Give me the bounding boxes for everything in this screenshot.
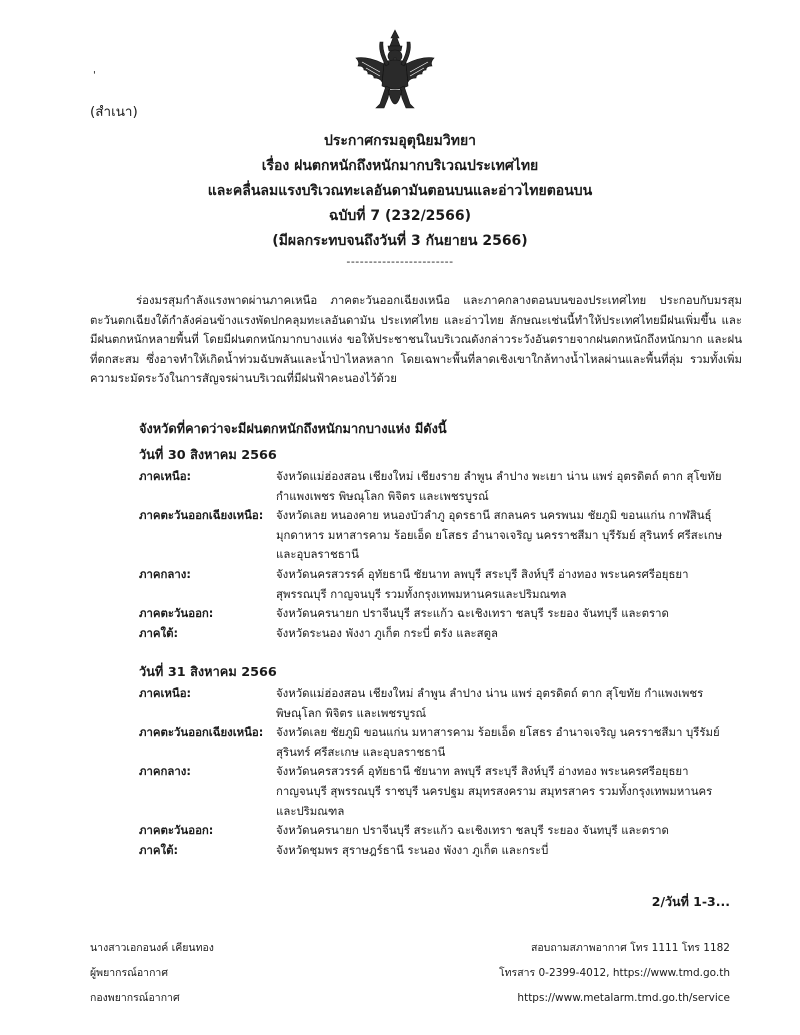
region-label: ภาคตะวันออก: <box>139 823 214 838</box>
province-line: จังหวัดนครนายก ปราจีนบุรี สระแก้ว ฉะเชิงเทรา ชลบุรี ระยอง จันทบุรี และตราด <box>276 823 669 838</box>
province-line: จังหวัดนครสวรรค์ อุทัยธานี ชัยนาท ลพบุรี สระบุรี สิงห์บุรี อ่างทอง พระนครศรีอยุธยา <box>276 764 689 779</box>
region-label: ภาคกลาง: <box>139 764 191 779</box>
intro-line: และฝนที่ตกสะสม ซึ่งอาจทำให้เกิดน้ำท่วมฉับพลันและน้ำป่าไหลหลาก โดยเฉพาะพื้นที่ลาดเชิงเขาใกล้ทางน้ำไหลผ่านและพื้นที่ลุ่ม <box>90 332 743 366</box>
region-label: ภาคเหนือ: <box>139 686 192 700</box>
region-provinces <box>276 467 739 506</box>
region-provinces <box>276 565 739 604</box>
province-line: จังหวัดนครสวรรค์ อุทัยธานี ชัยนาท ลพบุรี สระบุรี สิงห์บุรี อ่างทอง พระนครศรีอยุธยา <box>276 566 689 581</box>
region-label: ภาคตะวันออกเฉียงเหนือ: <box>139 725 264 740</box>
province-line: และปริมณฑล <box>276 803 345 818</box>
intro-line: ตะวันตกเฉียงใต้กำลังค่อนข้างแรงพัดปกคลุมทะเลอันดามัน ประเทศไทย และอ่าวไทย ลักษณะเช่นนี้ทำให้ประเทศไทยมีฝนเพิ่มขึ้น <box>90 312 717 327</box>
province-line: จังหวัดนครนายก ปราจีนบุรี สระแก้ว ฉะเชิงเทรา ชลบุรี ระยอง จันทบุรี และตราด <box>276 606 669 621</box>
region-provinces <box>276 604 739 624</box>
region-row <box>139 604 739 624</box>
forecast-day <box>139 663 739 860</box>
region-provinces <box>276 841 739 861</box>
province-line: และอุบลราชธานี <box>276 547 359 562</box>
region-row <box>139 841 739 861</box>
region-row <box>139 565 739 604</box>
title-line-agency: ประกาศกรมอุตุนิยมวิทยา <box>323 133 477 149</box>
footer-contact <box>499 936 730 1011</box>
region-provinces <box>276 762 739 821</box>
region-provinces <box>276 821 739 841</box>
day-date: วันที่ 30 สิงหาคม 2566 <box>139 448 277 463</box>
province-line: จังหวัดแม่ฮ่องสอน เชียงใหม่ ลำพูน ลำปาง น่าน แพร่ อุตรดิตถ์ ตาก สุโขทัย กำแพงเพชร <box>276 686 704 700</box>
copy-label: (สำเนา) <box>90 104 138 120</box>
region-row <box>139 467 739 506</box>
region-label: ภาคเหนือ: <box>139 469 192 483</box>
contact-fax-website: โทรสาร 0-2399-4012, https://www.tmd.go.th <box>499 967 730 979</box>
intro-line: และมีฝนตกหนักหลายพื้นที่ โดยมีฝนตกหนักมากบางแห่ง ขอให้ประชาชนในบริเวณดังกล่าวระวังอันตรายจากฝนตกหนักถึงหนักมาก <box>90 312 742 347</box>
province-line: จังหวัดแม่ฮ่องสอน เชียงใหม่ เชียงราย ลำพูน ลำปาง พะเยา น่าน แพร่ อุตรดิตถ์ ตาก สุโขทัย <box>276 469 722 483</box>
forecaster-position: ผู้พยากรณ์อากาศ <box>90 967 168 979</box>
region-label: ภาคตะวันออก: <box>139 606 214 621</box>
announcement-title <box>0 129 800 270</box>
province-line: สุพรรณบุรี กาญจนบุรี รวมทั้งกรุงเทพมหานครและปริมณฑล <box>276 586 567 601</box>
forecaster-division: กองพยากรณ์อากาศ <box>90 992 180 1004</box>
province-line: กาญจนบุรี สุพรรณบุรี ราชบุรี นครปฐม สมุทรสงคราม สมุทรสาคร รวมทั้งกรุงเทพมหานคร <box>276 783 713 798</box>
contact-phone: สอบถามสภาพอากาศ โทร 1111 โทร 1182 <box>530 942 730 954</box>
title-line-issue: ฉบับที่ 7 (232/2566) <box>328 208 472 224</box>
province-line: จังหวัดเลย ชัยภูมิ ขอนแก่น มหาสารคาม ร้อยเอ็ด ยโสธร อำนาจเจริญ นครราชสีมา บุรีรัมย์ <box>276 725 720 740</box>
garuda-emblem-icon <box>350 28 440 120</box>
intro-line: ร่องมรสุมกำลังแรงพาดผ่านภาคเหนือ ภาคตะวันออกเฉียงเหนือ และภาคกลางตอนบนของประเทศไทย ประกอบกับมรสุม <box>136 293 742 307</box>
forecast-day <box>139 446 739 643</box>
region-row <box>139 624 739 644</box>
region-row <box>139 684 739 723</box>
province-line: สุรินทร์ ศรีสะเกษ และอุบลราชธานี <box>276 744 446 759</box>
province-line: จังหวัดเลย หนองคาย หนองบัวลำภู อุดรธานี สกลนคร นครพนม ชัยภูมิ ขอนแก่น กาฬสินธุ์ <box>276 508 712 523</box>
region-row <box>139 821 739 841</box>
region-label: ภาคใต้: <box>139 625 179 640</box>
region-provinces <box>276 684 739 723</box>
region-row <box>139 506 739 565</box>
province-line: จังหวัดระนอง พังงา ภูเก็ต กระบี่ ตรัง และสตูล <box>276 625 499 640</box>
province-line: กำแพงเพชร พิษณุโลก พิจิตร และเพชรบูรณ์ <box>276 488 489 503</box>
region-row <box>139 762 739 821</box>
intro-paragraph <box>90 291 742 389</box>
region-label: ภาคตะวันออกเฉียงเหนือ: <box>139 508 264 523</box>
title-separator: ------------------------ <box>346 255 454 268</box>
region-label: ภาคกลาง: <box>139 566 191 581</box>
region-provinces <box>276 506 739 565</box>
province-line: พิษณุโลก พิจิตร และเพชรบูรณ์ <box>276 705 427 720</box>
provinces-subheading: จังหวัดที่คาดว่าจะมีฝนตกหนักถึงหนักมากบางแห่ง มีดังนี้ <box>139 422 447 437</box>
province-line: มุกดาหาร มหาสารคาม ร้อยเอ็ด ยโสธร อำนาจเจริญ นครราชสีมา บุรีรัมย์ สุรินทร์ ศรีสะเกษ <box>276 527 723 542</box>
region-provinces <box>276 624 739 644</box>
footer-signatory <box>90 936 214 1011</box>
margin-mark: ' <box>93 70 96 81</box>
continuation-marker: 2/วันที่ 1-3... <box>651 894 730 909</box>
intro-line: รวมทั้งเพิ่มความระมัดระวังในการสัญจรผ่านบริเวณที่มีฝนฟ้าคะนองไว้ด้วย <box>90 351 742 386</box>
title-line-effective: (มีผลกระทบจนถึงวันที่ 3 กันยายน 2566) <box>272 233 528 249</box>
day-date: วันที่ 31 สิงหาคม 2566 <box>139 665 277 680</box>
forecaster-name: นางสาวเอกอนงค์ เคียนทอง <box>90 942 214 954</box>
contact-service-url: https://www.metalarm.tmd.go.th/service <box>517 992 730 1004</box>
province-line: จังหวัดชุมพร สุราษฎร์ธานี ระนอง พังงา ภูเก็ต และกระบี่ <box>276 842 549 857</box>
title-line-subject-cont: และคลื่นลมแรงบริเวณทะเลอันดามันตอนบนและอ่าวไทยตอนบน <box>207 183 593 199</box>
title-line-subject: เรื่อง ฝนตกหนักถึงหนักมากบริเวณประเทศไทย <box>261 158 539 174</box>
region-row <box>139 723 739 762</box>
region-label: ภาคใต้: <box>139 842 179 857</box>
region-provinces <box>276 723 739 762</box>
